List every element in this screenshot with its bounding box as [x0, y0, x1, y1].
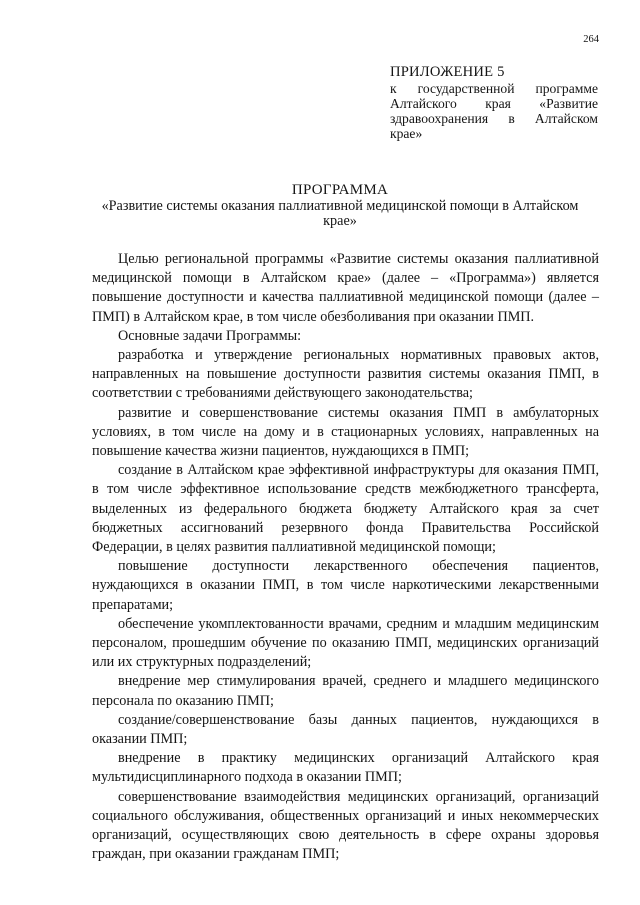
- paragraph-task: развитие и совершенствование системы оказания ПМП в амбулаторных условиях, в том числе на дому и в стационарных условиях, направленных на повышение качества жизни пациентов, нуждающихся в ПМП;: [92, 404, 599, 460]
- paragraph-goal: Целью региональной программы «Развитие системы оказания паллиативной медицинской помощи в Алтайском крае» (далее – «Программа») является повышение доступности и качества паллиативной медицинской помощи (далее – ПМП) в Алтайском крае, в том числе обезболивания при оказании ПМП.: [92, 251, 599, 325]
- appendix-title: ПРИЛОЖЕНИЕ 5: [390, 64, 505, 80]
- program-subtitle: «Развитие системы оказания паллиативной медицинской помощи в Алтайском крае»: [101, 197, 579, 229]
- body-text: [92, 250, 599, 865]
- page-number: 264: [583, 34, 599, 45]
- paragraph-task: внедрение мер стимулирования врачей, среднего и младшего медицинского персонала по оказанию ПМП;: [92, 673, 599, 709]
- paragraph-task: создание в Алтайском крае эффективной инфраструктуры для оказания ПМП, в том числе эффективное использование средств межбюджетного трансферта, выделенных из федерального бюджета бюджету Алтайского края за счет бюджетных ассигнований резервного фонда Правительства Российской Федерации, в целях развития паллиативной медицинской помощи;: [92, 462, 599, 556]
- program-title-block: [100, 183, 580, 230]
- paragraph-task: создание/совершенствование базы данных пациентов, нуждающихся в оказании ПМП;: [92, 711, 599, 748]
- paragraph-task: обеспечение укомплектованности врачами, средним и младшим медицинским персоналом, прошедшим обучение по оказанию ПМП, медицинских организаций или их структурных подразделений;: [92, 615, 599, 671]
- appendix-block: [390, 64, 598, 141]
- program-heading: ПРОГРАММА: [291, 182, 389, 198]
- paragraph-task: повышение доступности лекарственного обеспечения пациентов, нуждающихся в оказании ПМП, в том числе наркотическими лекарственными препаратами;: [92, 558, 599, 613]
- paragraph-task: разработка и утверждение региональных нормативных правовых актов, направленных на повышение доступности развития системы оказания ПМП, в соответствии с требованиями действующего законодательства;: [92, 347, 599, 402]
- appendix-text: к государственной программе Алтайского края «Развитие здравоохранения в Алтайском крае»: [390, 81, 598, 141]
- paragraph-task: внедрение в практику медицинских организаций Алтайского края мультидисциплинарного подхода в оказании ПМП;: [92, 750, 599, 786]
- paragraph-task: совершенствование взаимодействия медицинских организаций, организаций социального обслуживания, общественных организаций и иных некоммерческих организаций, осуществляющих свою деятельность в сфере охраны здоровья граждан, при оказании гражданам ПМП;: [92, 788, 599, 863]
- paragraph-tasks-heading: Основные задачи Программы:: [118, 327, 302, 344]
